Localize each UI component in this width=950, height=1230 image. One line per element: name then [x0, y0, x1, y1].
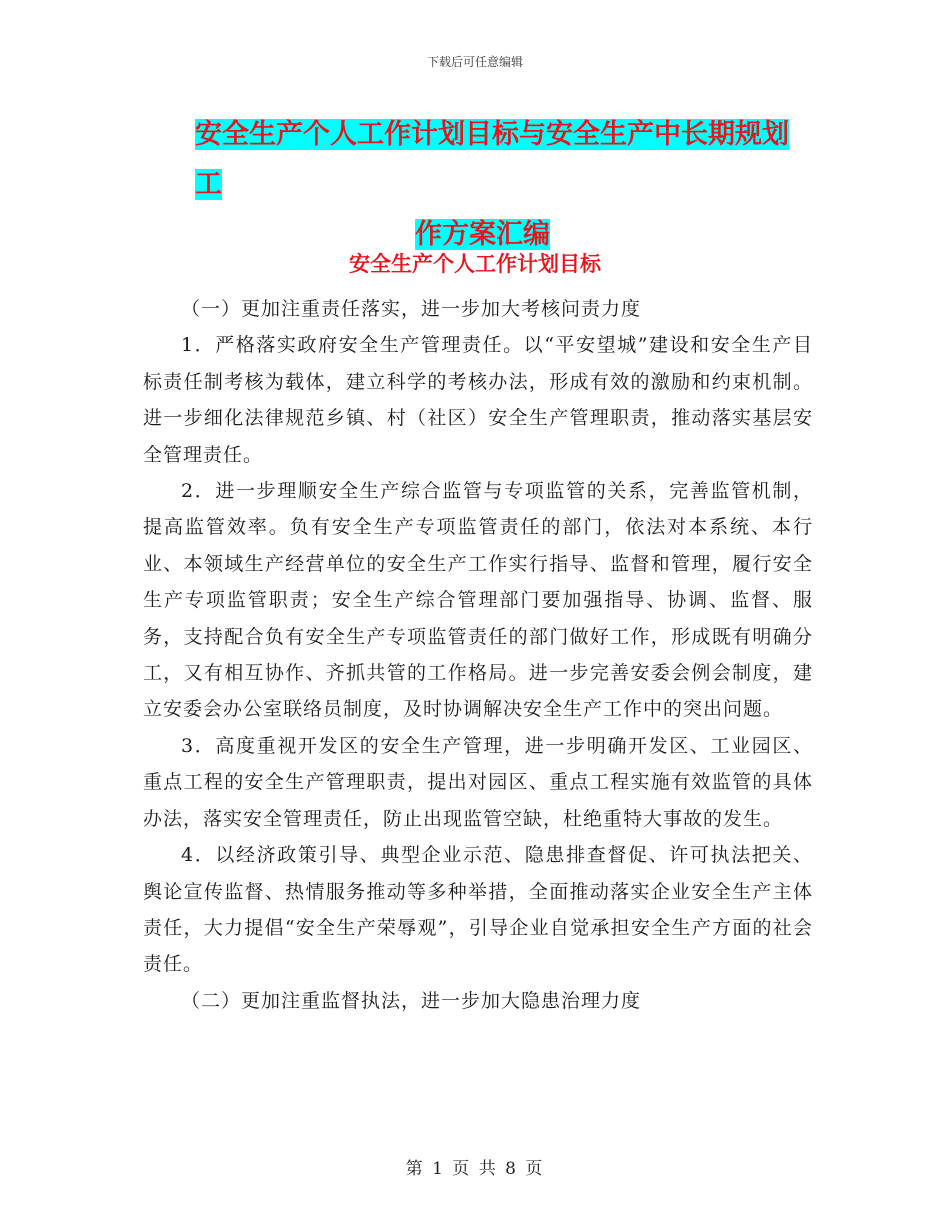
paragraph: （一）更加注重责任落实，进一步加大考核问责力度: [181, 298, 642, 320]
title-line-2: 作方案汇编: [415, 219, 550, 250]
paragraph: 4．以经济政策引导、典型企业示范、隐患排查督促、许可执法把关、舆论宣传监督、热情服务推动等多种举措，全面推动落实企业安全生产主体责任，大力提倡“安全生产荣辱观”，引导企业自觉承担安全生产方面的社会责任。: [143, 844, 813, 976]
document-body: [143, 291, 813, 1019]
header-note: 下载后可任意编辑: [426, 55, 523, 69]
paragraph: 2．进一步理顺安全生产综合监管与专项监管的关系，完善监管机制，提高监管效率。负有安全生产专项监管责任的部门，依法对本系统、本行业、本领域生产经营单位的安全生产工作实行指导、监督和管理，履行安全生产专项监管职责；安全生产综合管理部门要加强指导、协调、监督、服务，支持配合负有安全生产专项监管责任的部门做好工作，形成既有明确分工，又有相互协作、齐抓共管的工作格局。进一步完善安委会例会制度，建立安委会办公室联络员制度，及时协调解决安全生产工作中的突出问题。: [143, 480, 813, 721]
page-number: 第 1 页 共 8 页: [405, 1159, 545, 1179]
paragraph: 3．高度重视开发区的安全生产管理，进一步明确开发区、工业园区、重点工程的安全生产管理职责，提出对园区、重点工程实施有效监管的具体办法，落实安全管理责任，防止出现监管空缺，杜绝重特大事故的发生。: [143, 734, 813, 830]
paragraph: 1．严格落实政府安全生产管理责任。以“平安望城”建设和安全生产目标责任制考核为载体，建立科学的考核办法，形成有效的激励和约束机制。进一步细化法律规范乡镇、村（社区）安全生产管理职责，推动落实基层安全管理责任。: [143, 334, 813, 466]
title-line-1: 安全生产个人工作计划目标与安全生产中长期规划工: [195, 119, 789, 200]
paragraph: （二）更加注重监督执法，进一步加大隐患治理力度: [181, 989, 642, 1012]
section-title: 安全生产个人工作计划目标: [349, 252, 601, 276]
document-title: [195, 110, 815, 260]
